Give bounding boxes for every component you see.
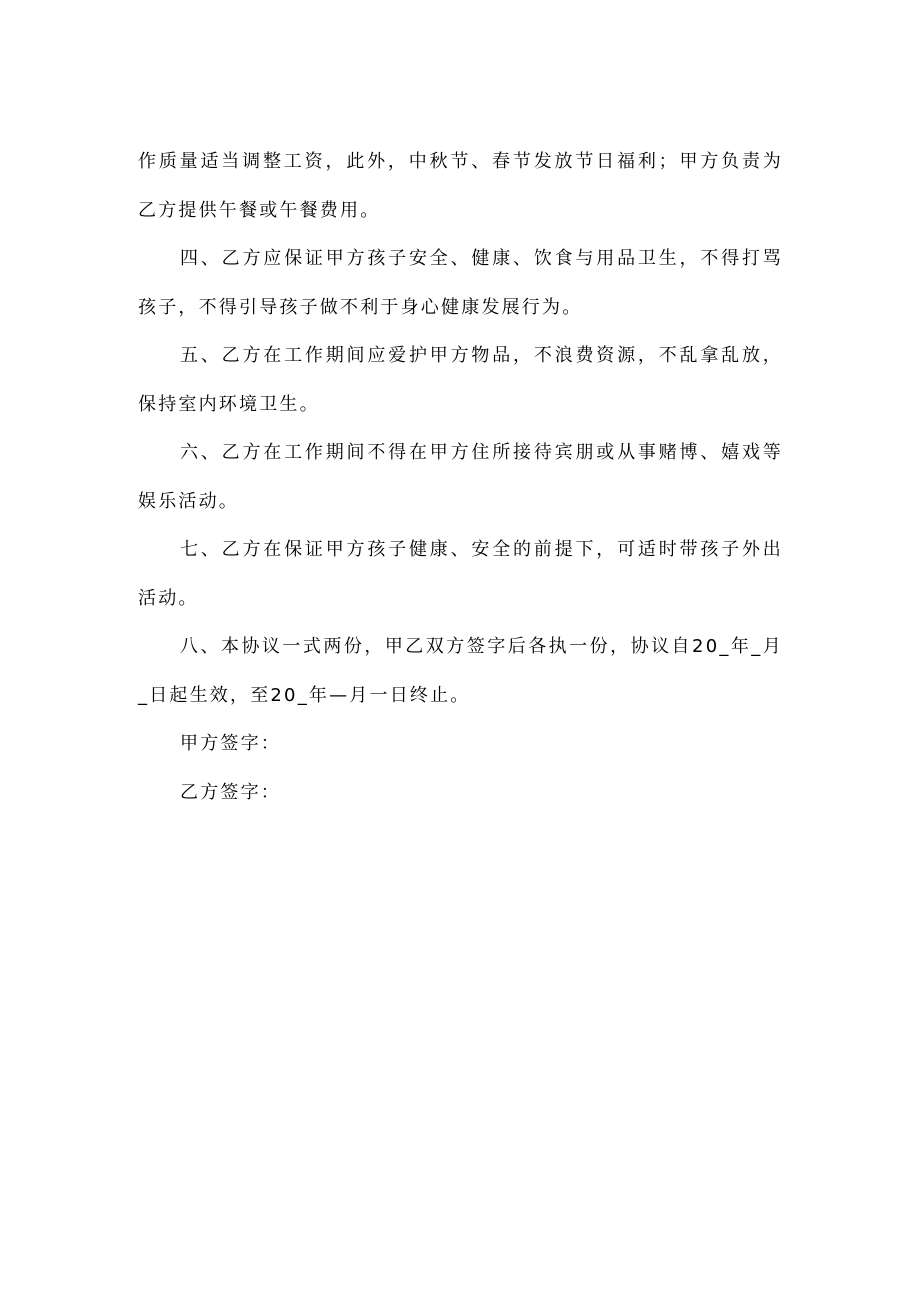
signature-party-b: 乙方签字： bbox=[180, 781, 281, 803]
signature-party-a: 甲方签字： bbox=[180, 733, 281, 754]
paragraph-clause-7: 七、乙方在保证甲方孩子健康、安全的前提下，可适时带孩子外出活动。 bbox=[138, 539, 783, 609]
paragraph-clause-5: 五、乙方在工作期间应爱护甲方物品，不浪费资源，不乱拿乱放，保持室内环境卫生。 bbox=[138, 345, 783, 415]
document-body bbox=[138, 138, 783, 817]
paragraph-clause-8: 八、本协议一式两份，甲乙双方签字后各执一份，协议自20_年_月_日起生效，至20_年—月一日终止。 bbox=[138, 636, 783, 706]
paragraph-clause-6: 六、乙方在工作期间不得在甲方住所接待宾朋或从事赌博、嬉戏等娱乐活动。 bbox=[138, 442, 783, 512]
paragraph-clause-4: 四、乙方应保证甲方孩子安全、健康、饮食与用品卫生，不得打骂孩子，不得引导孩子做不利于身心健康发展行为。 bbox=[138, 248, 783, 318]
paragraph-continuation: 作质量适当调整工资，此外，中秋节、春节发放节日福利；甲方负责为乙方提供午餐或午餐费用。 bbox=[138, 151, 783, 221]
